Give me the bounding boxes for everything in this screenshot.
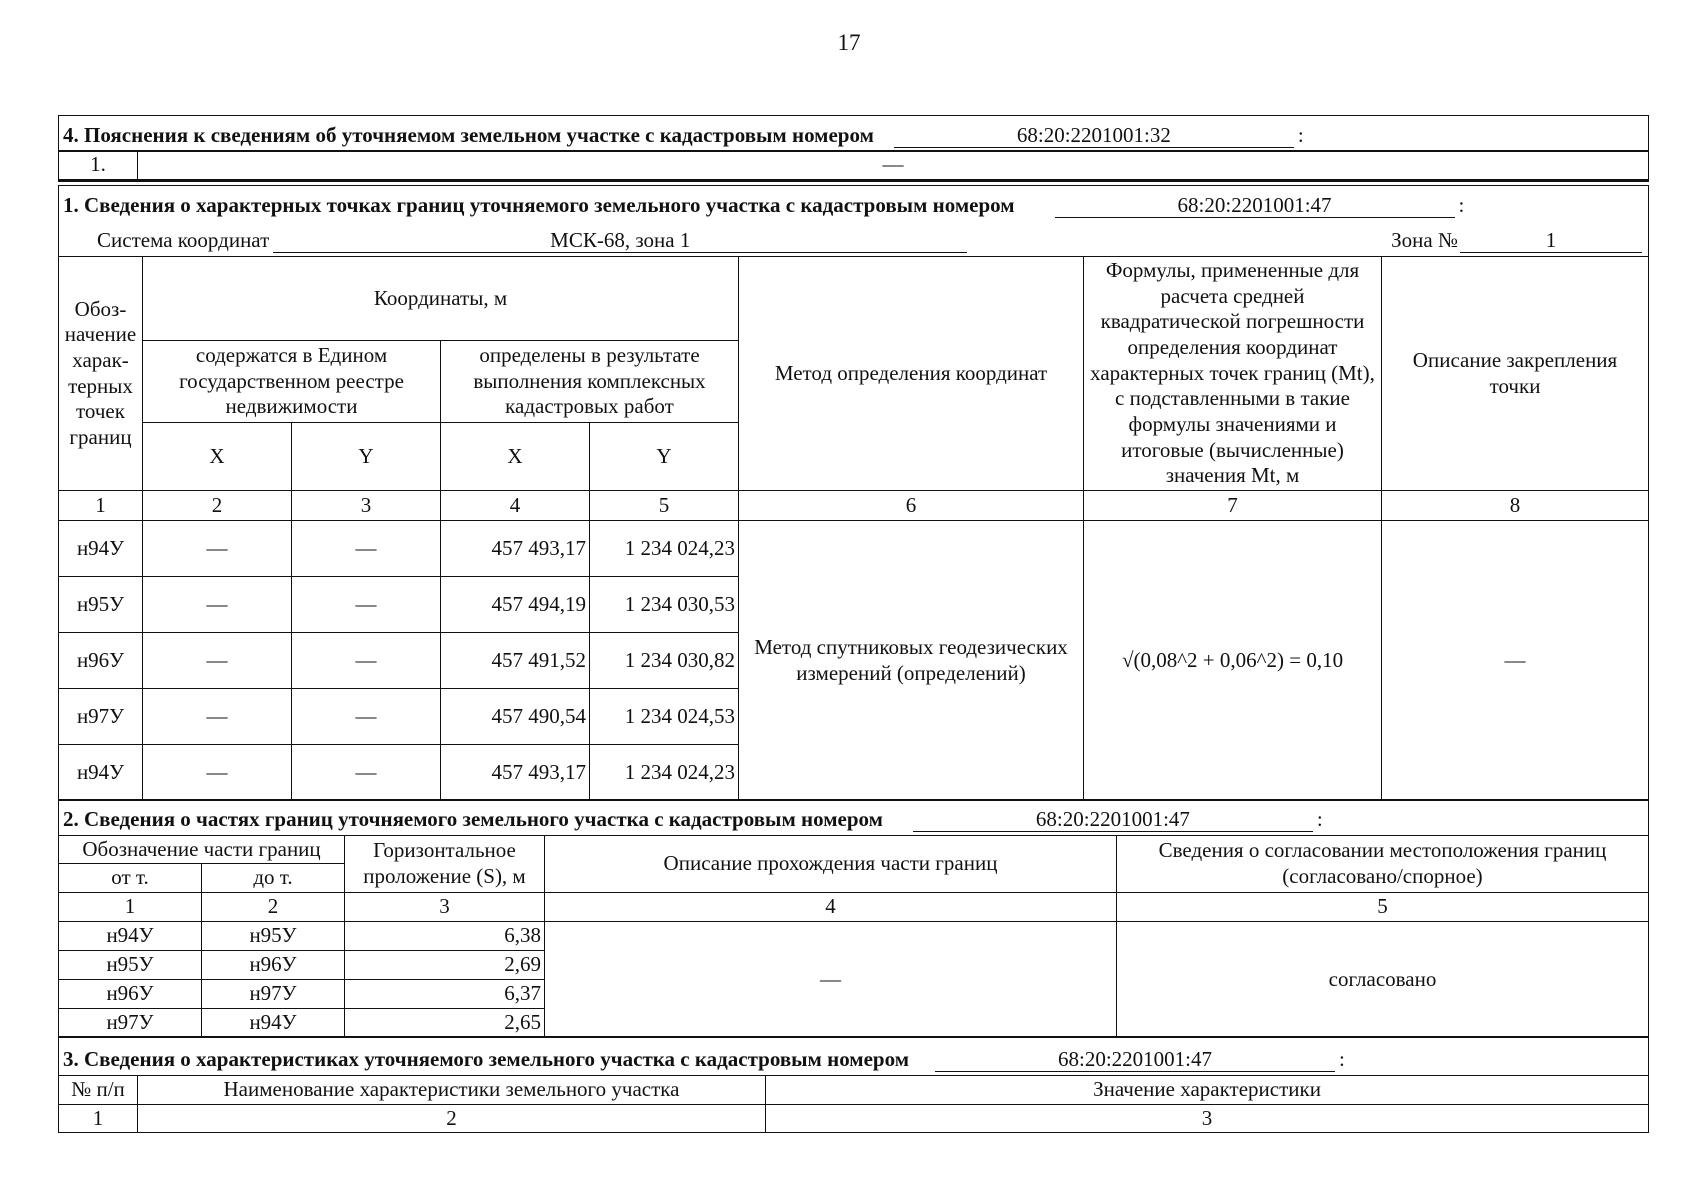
formula-value: √(0,08^2 + 0,06^2) = 0,10 [1084, 521, 1382, 801]
table-row [59, 257, 1649, 341]
description-header: Описание закрепления точки [1382, 257, 1649, 491]
registry-y: — [292, 633, 441, 689]
agreement-value: согласовано [1117, 922, 1649, 1038]
registry-x: — [143, 689, 292, 745]
coordinate-system-row [59, 221, 1648, 256]
section-3-title: 3. Сведения о характеристиках уточняемого земельного участка с кадастровым номером [63, 1047, 910, 1072]
cadastral-document [58, 115, 1649, 1133]
part-to: н96У [202, 951, 345, 980]
determined-x: 457 490,54 [441, 689, 590, 745]
part-from: н95У [59, 951, 202, 980]
registry-y: — [292, 577, 441, 633]
method-header: Метод определения координат [739, 257, 1084, 491]
column-number: 4 [545, 893, 1117, 922]
part-to: н97У [202, 980, 345, 1009]
passage-header: Описание прохождения части границ [545, 835, 1117, 892]
section-4-header [59, 116, 1648, 151]
determined-y: 1 234 024,23 [590, 745, 739, 801]
coordinates-header: Координаты, м [143, 257, 739, 341]
registry-x: — [143, 745, 292, 801]
section-3-cadastral-number: 68:20:2201001:47 [935, 1047, 1335, 1072]
section-1-header [59, 186, 1648, 221]
part-from: н94У [59, 922, 202, 951]
horizontal-distance: 2,69 [345, 951, 545, 980]
registry-x: — [143, 577, 292, 633]
determined-y: 1 234 030,53 [590, 577, 739, 633]
from-header: от т. [59, 864, 202, 893]
horizontal-distance: 2,65 [345, 1009, 545, 1038]
registry-x: — [143, 633, 292, 689]
x-header: X [441, 423, 590, 491]
section-2-colon: : [1316, 807, 1323, 832]
registry-y: — [292, 689, 441, 745]
section-4-cadastral-number: 68:20:2201001:32 [894, 123, 1294, 148]
point-designation: н95У [59, 577, 143, 633]
part-to: н95У [202, 922, 345, 951]
registry-y: — [292, 745, 441, 801]
column-number: 5 [590, 491, 739, 521]
section-2-title: 2. Сведения о частях границ уточняемого земельного участка с кадастровым номером [63, 807, 883, 832]
determined-x: 457 493,17 [441, 745, 590, 801]
section-4-row-value: — [138, 151, 1649, 181]
part-to: н94У [202, 1009, 345, 1038]
column-number: 2 [138, 1104, 766, 1133]
section-1-cadastral-number: 68:20:2201001:47 [1055, 193, 1455, 218]
column-numbers-row [59, 893, 1649, 922]
horizontal-distance: 6,37 [345, 980, 545, 1009]
section-3-colon: : [1339, 1047, 1345, 1072]
section-4-colon: : [1297, 123, 1304, 147]
column-number: 8 [1382, 491, 1649, 521]
column-number: 1 [59, 1104, 138, 1133]
determined-y: 1 234 030,82 [590, 633, 739, 689]
registry-x: — [143, 521, 292, 577]
table-row [59, 151, 1649, 181]
designation-header: Обоз-начение харак-терных точек границ [59, 257, 143, 491]
column-number: 1 [59, 893, 202, 922]
section-1-title: 1. Сведения о характерных точках границ уточняемого земельного участка с кадастровым номером [63, 193, 1015, 218]
characteristics-table [58, 1075, 1649, 1134]
section-4-title: 4. Пояснения к сведениям об уточняемом земельном участке с кадастровым номером [63, 123, 874, 147]
table-row [59, 1075, 1649, 1104]
section-4-table [58, 150, 1649, 182]
zone-value: 1 [1460, 228, 1642, 253]
determined-y: 1 234 024,53 [590, 689, 739, 745]
coordinate-system-value: МСК-68, зона 1 [273, 228, 967, 253]
section-2-header [59, 800, 1648, 835]
description-value: — [1382, 521, 1649, 801]
passage-value: — [545, 922, 1117, 1038]
column-number: 5 [1117, 893, 1649, 922]
determined-x: 457 494,19 [441, 577, 590, 633]
column-number: 1 [59, 491, 143, 521]
section-2 [58, 799, 1649, 836]
coordinate-system-label: Система координат [97, 228, 270, 253]
point-designation: н96У [59, 633, 143, 689]
column-number: 4 [441, 491, 590, 521]
column-number: 7 [1084, 491, 1382, 521]
determined-header: определены в результате выполнения комплексных кадастровых работ [441, 341, 739, 423]
table-row [59, 835, 1649, 864]
formulas-header: Формулы, примененные для расчета средней квадратической погрешности определения координат характерных точек границ (Mt), с подставленными в такие формулы значениями и итоговые (вычисленные) значения Mt, м [1084, 257, 1382, 491]
part-from: н97У [59, 1009, 202, 1038]
characteristic-name-header: Наименование характеристики земельного участка [138, 1075, 766, 1104]
section-4-row-number: 1. [59, 151, 138, 181]
column-number: 2 [202, 893, 345, 922]
x-header: X [143, 423, 292, 491]
agreement-header: Сведения о согласовании местоположения границ (согласовано/спорное) [1117, 835, 1649, 892]
point-designation: н94У [59, 521, 143, 577]
horizontal-distance: 6,38 [345, 922, 545, 951]
part-designation-header: Обозначение части границ [59, 835, 345, 864]
column-number: 3 [292, 491, 441, 521]
table-row [59, 521, 1649, 577]
column-number: 3 [766, 1104, 1649, 1133]
section-4 [58, 115, 1649, 152]
characteristic-value-header: Значение характеристики [766, 1075, 1649, 1104]
column-number: 6 [739, 491, 1084, 521]
table-row [59, 922, 1649, 951]
part-from: н96У [59, 980, 202, 1009]
section-1-colon: : [1458, 193, 1465, 218]
number-header: № п/п [59, 1075, 138, 1104]
column-number: 3 [345, 893, 545, 922]
column-numbers-row [59, 1104, 1649, 1133]
parts-table [58, 835, 1649, 1038]
point-designation: н94У [59, 745, 143, 801]
to-header: до т. [202, 864, 345, 893]
registry-y: — [292, 521, 441, 577]
determined-x: 457 493,17 [441, 521, 590, 577]
horizontal-header: Горизонтальное проложение (S), м [345, 835, 545, 892]
column-numbers-row [59, 491, 1649, 521]
determined-y: 1 234 024,23 [590, 521, 739, 577]
point-designation: н97У [59, 689, 143, 745]
section-1 [58, 185, 1649, 256]
section-3 [58, 1036, 1649, 1076]
y-header: Y [292, 423, 441, 491]
page-number: 17 [837, 30, 861, 55]
zone-label: Зона № [1391, 228, 1458, 253]
determined-x: 457 491,52 [441, 633, 590, 689]
method-value: Метод спутниковых геодезических измерений (определений) [739, 521, 1084, 801]
y-header: Y [590, 423, 739, 491]
in-registry-header: содержатся в Едином государственном реестре недвижимости [143, 341, 441, 423]
points-table [58, 256, 1649, 801]
column-number: 2 [143, 491, 292, 521]
section-2-cadastral-number: 68:20:2201001:47 [913, 807, 1313, 832]
section-3-header [59, 1037, 1648, 1075]
